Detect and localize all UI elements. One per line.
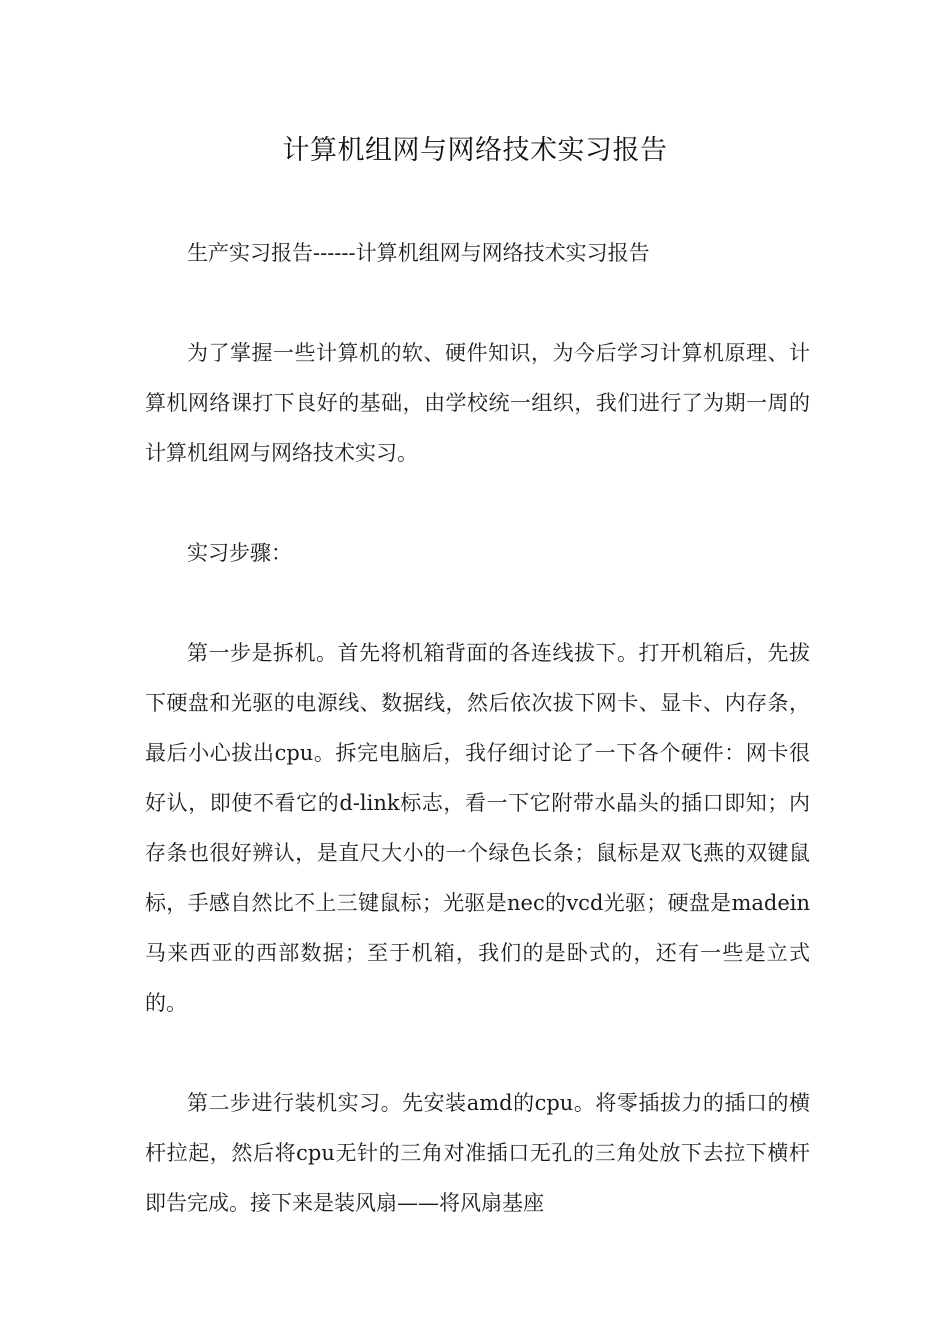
paragraph-step-two: 第二步进行装机实习。先安装amd的cpu。将零插拔力的插口的横杆拉起，然后将cpu无针的三角对准插口无孔的三角处放下去拉下横杆即告完成。接下来是装风扇——将风扇基座 [145,1091,810,1215]
document-title: 计算机组网与网络技术实习报告 [282,135,668,166]
document-body [145,228,810,1278]
paragraph-purpose: 为了掌握一些计算机的软、硬件知识，为今后学习计算机原理、计算机网络课打下良好的基础，由学校统一组织，我们进行了为期一周的计算机组网与网络技术实习。 [145,341,810,465]
paragraph-subtitle: 生产实习报告------计算机组网与网络技术实习报告 [187,241,650,265]
paragraph-step-one: 第一步是拆机。首先将机箱背面的各连线拔下。打开机箱后，先拔下硬盘和光驱的电源线、数据线，然后依次拔下网卡、显卡、内存条，最后小心拔出cpu。拆完电脑后，我仔细讨论了一下各个硬件：网卡很好认，即使不看它的d-link标志，看一下它附带水晶头的插口即知；内存条也很好辨认，是直尺大小的一个绿色长条；鼠标是双飞燕的双键鼠标，手感自然比不上三键鼠标；光驱是nec的vcd光驱；硬盘是madein马来西亚的西部数据；至于机箱，我们的是卧式的，还有一些是立式的。 [145,641,810,1015]
paragraph-steps-heading: 实习步骤： [187,541,292,565]
